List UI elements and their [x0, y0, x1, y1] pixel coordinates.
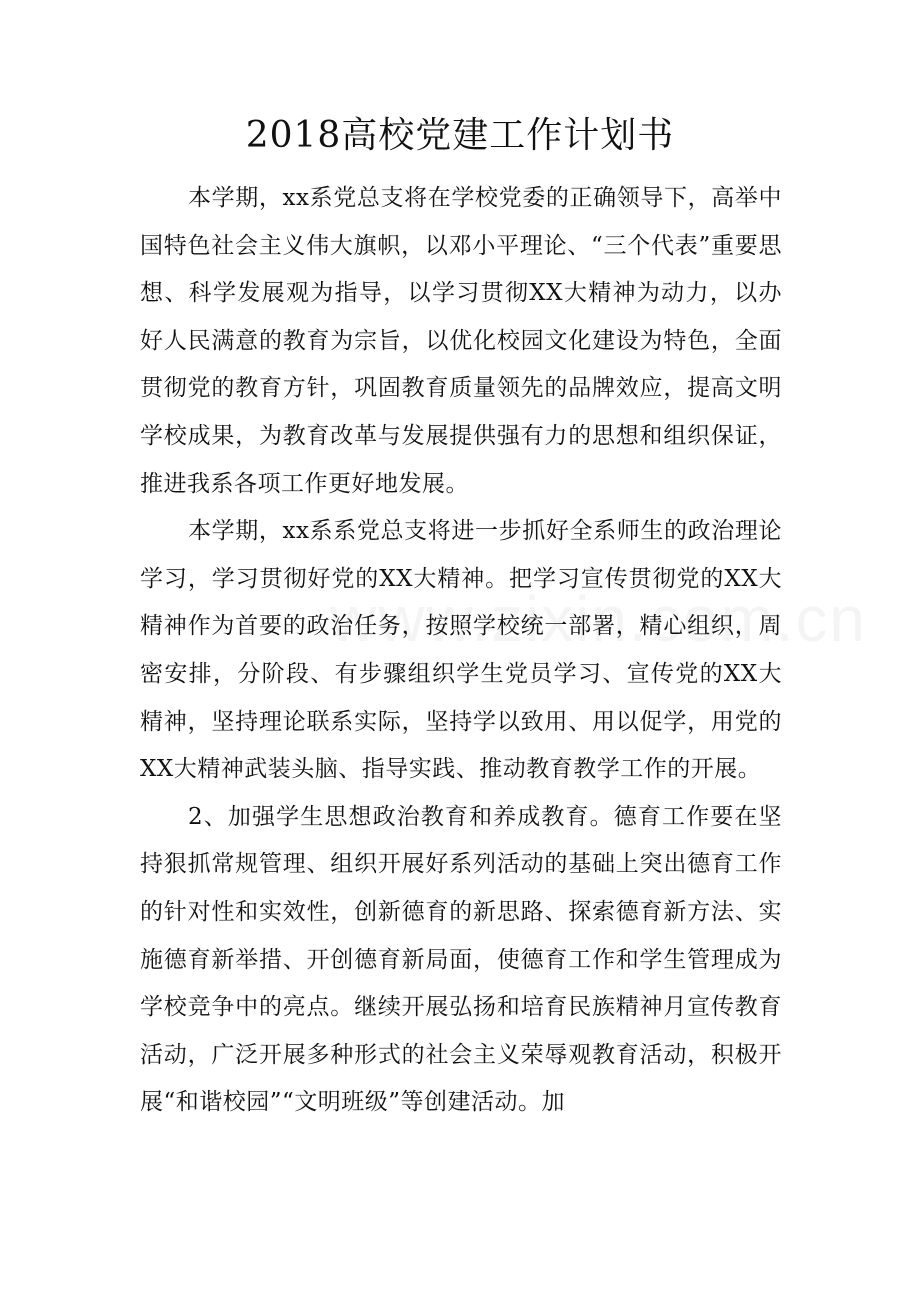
paragraph-intro: 本学期，xx系党总支将在学校党委的正确领导下，高举中国特色社会主义伟大旗帜，以邓小平理论、“三个代表”重要思想、科学发展观为指导，以学习贯彻XX大精神为动力，以办好人民满意的教育为宗旨，以优化校园文化建设为特色，全面贯彻党的教育方针，巩固教育质量领先的品牌效应，提高文明学校成果，为教育改革与发展提供强有力的思想和组织保证，推进我系各项工作更好地发展。: [140, 185, 782, 497]
paragraph-theory-study: 本学期，xx系系党总支将进一步抓好全系师生的政治理论学习，学习贯彻好党的XX大精神。把学习宣传贯彻党的XX大精神作为首要的政治任务，按照学校统一部署，精心组织，周密安排，分阶段、有步骤组织学生党员学习、宣传党的XX大精神，坚持理论联系实际，坚持学以致用、用以促学，用党的XX大精神武装头脑、指导实践、推动教育教学工作的开展。: [140, 518, 782, 783]
document-title: 2018高校党建工作计划书: [245, 115, 675, 156]
document-body: [140, 175, 782, 1127]
paragraph-moral-education: 2、加强学生思想政治教育和养成教育。德育工作要在坚持狠抓常规管理、组织开展好系列活动的基础上突出德育工作的针对性和实效性，创新德育的新思路、探索德育新方法、实施德育新举措、开创德育新局面，使德育工作和学生管理成为学校竞争中的亮点。继续开展弘扬和培育民族精神月宣传教育活动，广泛开展多种形式的社会主义荣辱观教育活动，积极开展“和谐校园”“文明班级”等创建活动。加: [140, 803, 782, 1116]
